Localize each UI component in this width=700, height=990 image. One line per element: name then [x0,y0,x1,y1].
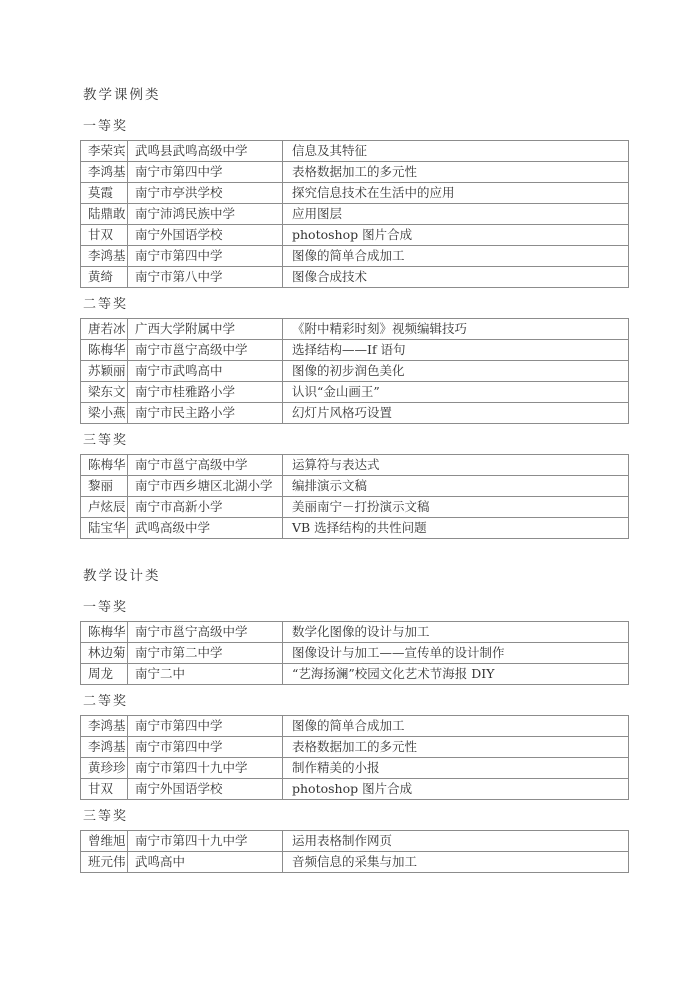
winner-name-cell: 黄绮 [81,267,128,288]
table-row [81,183,629,204]
table-row [81,340,629,361]
table-row [81,225,629,246]
school-cell: 南宁市第四中学 [128,737,283,758]
winner-name-cell: 李鸿基 [81,716,128,737]
work-title-cell: 表格数据加工的多元性 [283,737,629,758]
winner-name-cell: 周龙 [81,664,128,685]
school-cell: 南宁市第四十九中学 [128,831,283,852]
table-row [81,497,629,518]
school-cell: 南宁市第四十九中学 [128,758,283,779]
work-title-cell: 图像的简单合成加工 [283,246,629,267]
work-title-cell: 图像合成技术 [283,267,629,288]
table-row [81,518,629,539]
table-row [81,758,629,779]
work-title-cell: 表格数据加工的多元性 [283,162,629,183]
work-title-cell: 探究信息技术在生活中的应用 [283,183,629,204]
award-heading: 二等奖 [83,694,129,709]
school-cell: 南宁市民主路小学 [128,403,283,424]
table-row [81,361,629,382]
school-cell: 南宁市邕宁高级中学 [128,455,283,476]
work-title-cell: 图像的初步润色美化 [283,361,629,382]
category-section-0 [80,88,700,539]
work-title-cell: 认识“金山画王” [283,382,629,403]
awards-table-body [81,319,629,424]
awards-table [80,830,629,873]
winner-name-cell: 班元伟 [81,852,128,873]
table-row [81,664,629,685]
winner-name-cell: 李鸿基 [81,737,128,758]
work-title-cell: “艺海扬澜”校园文化艺术节海报 DIY [283,664,629,685]
awards-table-body [81,455,629,539]
award-heading: 二等奖 [83,297,129,312]
work-title-cell: 信息及其特征 [283,141,629,162]
school-cell: 南宁外国语学校 [128,225,283,246]
work-title-cell: 选择结构——If 语句 [283,340,629,361]
awards-table [80,715,629,800]
table-row [81,382,629,403]
work-title-cell: 制作精美的小报 [283,758,629,779]
work-title-cell: 图像的简单合成加工 [283,716,629,737]
award-heading: 三等奖 [83,809,129,824]
winner-name-cell: 黄珍珍 [81,758,128,779]
work-title-cell: VB 选择结构的共性问题 [283,518,629,539]
school-cell: 武鸣高级中学 [128,518,283,539]
awards-table [80,318,629,424]
work-title-cell: 美丽南宁－打扮演示文稿 [283,497,629,518]
school-cell: 武鸣县武鸣高级中学 [128,141,283,162]
table-row [81,622,629,643]
award-group [80,120,700,288]
table-row [81,852,629,873]
award-groups [80,601,700,873]
work-title-cell: photoshop 图片合成 [283,779,629,800]
award-group [80,695,700,800]
work-title-cell: 数学化图像的设计与加工 [283,622,629,643]
work-title-cell: 音频信息的采集与加工 [283,852,629,873]
school-cell: 南宁市第二中学 [128,643,283,664]
school-cell: 南宁市第四中学 [128,246,283,267]
table-row [81,643,629,664]
table-row [81,737,629,758]
work-title-cell: 《附中精彩时刻》视频编辑技巧 [283,319,629,340]
award-group [80,810,700,873]
award-groups [80,120,700,539]
school-cell: 南宁市武鸣高中 [128,361,283,382]
school-cell: 南宁市邕宁高级中学 [128,622,283,643]
table-row [81,141,629,162]
winner-name-cell: 莫霞 [81,183,128,204]
school-cell: 广西大学附属中学 [128,319,283,340]
table-row [81,162,629,183]
award-group [80,601,700,685]
winner-name-cell: 李鸿基 [81,162,128,183]
awards-table [80,140,629,288]
work-title-cell: 运用表格制作网页 [283,831,629,852]
winner-name-cell: 陈梅华 [81,455,128,476]
award-group [80,298,700,424]
winner-name-cell: 陈梅华 [81,340,128,361]
category-section-1 [80,569,700,873]
school-cell: 南宁市亭洪学校 [128,183,283,204]
table-row [81,267,629,288]
school-cell: 南宁市邕宁高级中学 [128,340,283,361]
school-cell: 南宁市第四中学 [128,716,283,737]
school-cell: 南宁二中 [128,664,283,685]
awards-table [80,621,629,685]
winner-name-cell: 陈梅华 [81,622,128,643]
winner-name-cell: 曾维旭 [81,831,128,852]
winner-name-cell: 林边菊 [81,643,128,664]
winner-name-cell: 李荣宾 [81,141,128,162]
table-row [81,319,629,340]
work-title-cell: 应用图层 [283,204,629,225]
winner-name-cell: 陆宝华 [81,518,128,539]
table-row [81,455,629,476]
award-heading: 一等奖 [83,119,129,134]
table-row [81,204,629,225]
document-content [80,88,700,873]
work-title-cell: photoshop 图片合成 [283,225,629,246]
award-heading: 三等奖 [83,433,129,448]
award-group [80,434,700,539]
table-row [81,779,629,800]
winner-name-cell: 李鸿基 [81,246,128,267]
school-cell: 南宁市桂雅路小学 [128,382,283,403]
winner-name-cell: 陆鼎敢 [81,204,128,225]
school-cell: 南宁市第四中学 [128,162,283,183]
school-cell: 南宁沛鸿民族中学 [128,204,283,225]
work-title-cell: 编排演示文稿 [283,476,629,497]
awards-table-body [81,141,629,288]
table-row [81,716,629,737]
winner-name-cell: 甘双 [81,225,128,246]
award-heading: 一等奖 [83,600,129,615]
table-row [81,831,629,852]
school-cell: 南宁市高新小学 [128,497,283,518]
awards-table [80,454,629,539]
winner-name-cell: 梁东文 [81,382,128,403]
winner-name-cell: 黎丽 [81,476,128,497]
school-cell: 武鸣高中 [128,852,283,873]
category-title: 教学设计类 [83,568,161,584]
winner-name-cell: 甘双 [81,779,128,800]
table-row [81,476,629,497]
school-cell: 南宁市第八中学 [128,267,283,288]
school-cell: 南宁外国语学校 [128,779,283,800]
awards-table-body [81,622,629,685]
table-row [81,403,629,424]
awards-table-body [81,831,629,873]
winner-name-cell: 卢炫辰 [81,497,128,518]
winner-name-cell: 苏颖丽 [81,361,128,382]
winner-name-cell: 唐若冰 [81,319,128,340]
work-title-cell: 运算符与表达式 [283,455,629,476]
winner-name-cell: 梁小燕 [81,403,128,424]
table-row [81,246,629,267]
work-title-cell: 幻灯片风格巧设置 [283,403,629,424]
awards-table-body [81,716,629,800]
category-title: 教学课例类 [83,87,161,103]
school-cell: 南宁市西乡塘区北湖小学 [128,476,283,497]
work-title-cell: 图像设计与加工——宣传单的设计制作 [283,643,629,664]
